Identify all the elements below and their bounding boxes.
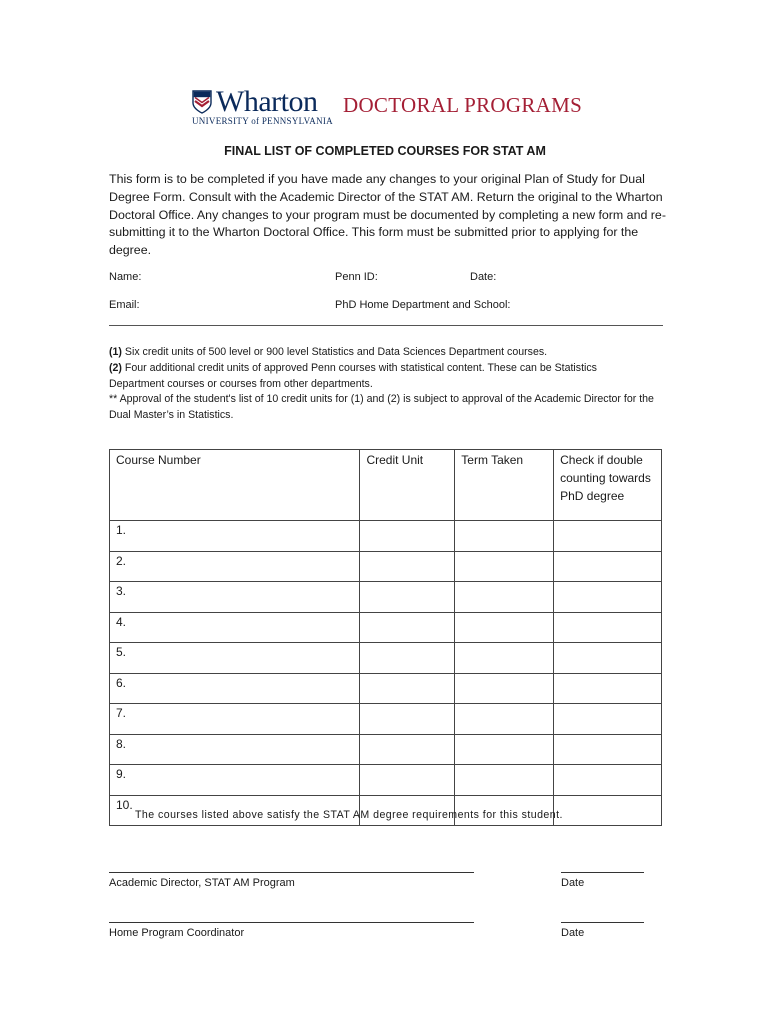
wharton-wordmark: Wharton xyxy=(216,85,318,118)
director-date-line[interactable] xyxy=(561,872,644,873)
table-row xyxy=(110,765,662,796)
credit-unit-cell[interactable] xyxy=(360,673,455,704)
section-divider xyxy=(109,325,663,326)
credit-unit-header: Credit Unit xyxy=(360,450,455,521)
director-date-label: Date xyxy=(561,877,585,889)
email-field-label[interactable]: Email: xyxy=(109,299,140,311)
certification-statement: The courses listed above satisfy the STAT AM degree requirements for this student. xyxy=(135,809,563,821)
course-number-cell[interactable]: 2. xyxy=(110,551,360,582)
form-instructions: This form is to be completed if you have made any changes to your original Plan of Study for Dual Degree Form. Consult with the Academic Director of the STAT AM. Return the original to the Wharton Doctoral Office. Any changes to your program must be documented by completing a new form and re-submitting it to the Wharton Doctoral Office. This form must be submitted prior to applying for the degree. xyxy=(109,172,666,258)
table-row xyxy=(110,673,662,704)
requirement-1 xyxy=(109,345,654,361)
course-number-cell[interactable]: 6. xyxy=(110,673,360,704)
course-number-cell[interactable]: 3. xyxy=(110,582,360,613)
credit-unit-cell[interactable] xyxy=(360,521,455,552)
double-count-cell[interactable] xyxy=(554,734,662,765)
credit-unit-cell[interactable] xyxy=(360,704,455,735)
course-number-cell[interactable]: 8. xyxy=(110,734,360,765)
course-number-cell[interactable]: 9. xyxy=(110,765,360,796)
course-number-header: Course Number xyxy=(110,450,360,521)
double-count-cell[interactable] xyxy=(554,795,662,826)
course-table-header xyxy=(110,450,662,521)
credit-unit-cell[interactable] xyxy=(360,551,455,582)
credit-unit-cell[interactable] xyxy=(360,612,455,643)
requirement-2 xyxy=(109,361,654,393)
double-count-cell[interactable] xyxy=(554,551,662,582)
table-row xyxy=(110,704,662,735)
term-taken-cell[interactable] xyxy=(455,765,554,796)
penn-id-field-label[interactable]: Penn ID: xyxy=(335,271,378,283)
double-count-cell[interactable] xyxy=(554,765,662,796)
form-title: FINAL LIST OF COMPLETED COURSES FOR STAT AM xyxy=(224,144,546,158)
term-taken-cell[interactable] xyxy=(455,643,554,674)
table-row xyxy=(110,551,662,582)
course-number-cell[interactable]: 5. xyxy=(110,643,360,674)
course-number-cell[interactable]: 4. xyxy=(110,612,360,643)
course-number-cell[interactable]: 1. xyxy=(110,521,360,552)
home-department-field-label[interactable]: PhD Home Department and School: xyxy=(335,299,511,311)
table-row xyxy=(110,582,662,613)
requirement-2-marker: (2) xyxy=(109,361,122,374)
double-count-cell[interactable] xyxy=(554,673,662,704)
course-table xyxy=(109,449,662,826)
double-counting-header: Check if double counting towards PhD degree xyxy=(554,450,662,521)
name-field-label[interactable]: Name: xyxy=(109,271,142,283)
program-title: DOCTORAL PROGRAMS xyxy=(343,93,583,117)
course-number-cell[interactable]: 7. xyxy=(110,704,360,735)
requirement-2-text: Four additional credit units of approved Penn courses with statistical content. These can be Statistics Department courses or courses from other departments. xyxy=(109,361,597,390)
university-wordmark: UNIVERSITY of PENNSYLVANIA xyxy=(192,116,333,126)
penn-shield-icon xyxy=(192,90,212,114)
term-taken-header: Term Taken xyxy=(455,450,554,521)
coordinator-signature-label: Home Program Coordinator xyxy=(109,927,245,939)
term-taken-cell[interactable] xyxy=(455,551,554,582)
requirement-1-text: Six credit units of 500 level or 900 level Statistics and Data Sciences Department courses. xyxy=(121,346,548,358)
director-signature-label: Academic Director, STAT AM Program xyxy=(109,877,295,889)
term-taken-cell[interactable] xyxy=(455,612,554,643)
credit-unit-cell[interactable] xyxy=(360,582,455,613)
term-taken-cell[interactable] xyxy=(455,582,554,613)
double-count-cell[interactable] xyxy=(554,521,662,552)
term-taken-cell[interactable] xyxy=(455,521,554,552)
date-field-label[interactable]: Date: xyxy=(470,271,497,283)
double-count-cell[interactable] xyxy=(554,582,662,613)
requirements-notes xyxy=(109,345,654,424)
table-row xyxy=(110,734,662,765)
credit-unit-cell[interactable] xyxy=(360,765,455,796)
term-taken-cell[interactable] xyxy=(455,734,554,765)
double-count-cell[interactable] xyxy=(554,704,662,735)
term-taken-cell[interactable] xyxy=(455,673,554,704)
course-number-cell[interactable]: 10. xyxy=(110,795,360,826)
table-row xyxy=(110,643,662,674)
coordinator-date-label: Date xyxy=(561,927,585,939)
credit-unit-cell[interactable] xyxy=(360,643,455,674)
credit-unit-cell[interactable] xyxy=(360,734,455,765)
coordinator-signature-line[interactable] xyxy=(109,922,474,923)
double-count-cell[interactable] xyxy=(554,612,662,643)
table-row xyxy=(110,521,662,552)
double-count-cell[interactable] xyxy=(554,643,662,674)
approval-note: ** Approval of the student's list of 10 credit units for (1) and (2) is subject to approval of the Academic Director for the Dual Master’s in Statistics. xyxy=(109,393,654,422)
table-row xyxy=(110,612,662,643)
term-taken-cell[interactable] xyxy=(455,704,554,735)
director-signature-line[interactable] xyxy=(109,872,474,873)
requirement-1-marker: (1) xyxy=(109,346,122,358)
wharton-doctoral-logo xyxy=(190,86,590,130)
coordinator-date-line[interactable] xyxy=(561,922,644,923)
